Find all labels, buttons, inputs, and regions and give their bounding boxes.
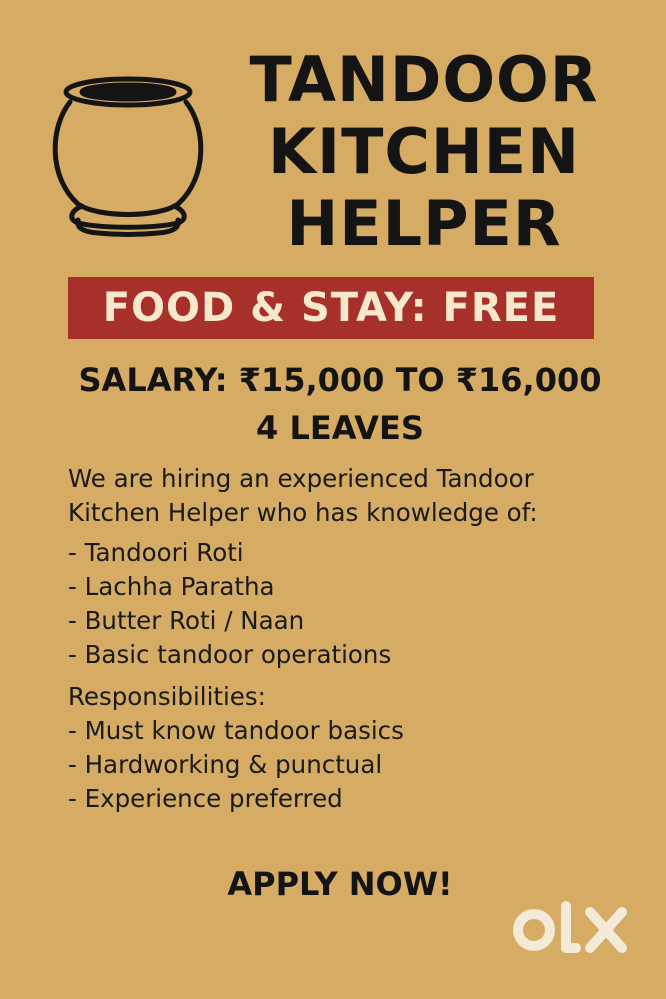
intro-paragraph: [68, 462, 628, 530]
list-item: - Lachha Paratha: [68, 572, 275, 601]
intro-line: Kitchen Helper who has knowledge of:: [68, 498, 538, 527]
apply-now-text: APPLY NOW!: [227, 865, 453, 903]
olx-logo: [510, 898, 632, 962]
intro-line: We are hiring an experienced Tandoor: [68, 464, 534, 493]
food-stay-banner: [68, 277, 594, 339]
title-line: KITCHEN: [267, 115, 581, 188]
responsibilities-section: [68, 680, 628, 816]
salary-text: SALARY: ₹15,000 TO ₹16,000: [78, 361, 602, 399]
leaves-text: 4 LEAVES: [256, 409, 424, 447]
skills-list: [68, 536, 628, 672]
clay-pot-icon: [48, 72, 208, 238]
list-item: - Tandoori Roti: [68, 538, 244, 567]
list-item: - Must know tandoor basics: [68, 716, 404, 745]
list-item: - Basic tandoor operations: [68, 640, 392, 669]
list-item: - Experience preferred: [68, 784, 343, 813]
responsibilities-heading: Responsibilities:: [68, 682, 266, 711]
title-line: HELPER: [286, 187, 562, 260]
banner-text: FOOD & STAY: FREE: [102, 285, 560, 331]
poster-title: [224, 44, 624, 260]
list-item: - Butter Roti / Naan: [68, 606, 305, 635]
list-item: - Hardworking & punctual: [68, 750, 383, 779]
title-line: TANDOOR: [249, 43, 599, 116]
